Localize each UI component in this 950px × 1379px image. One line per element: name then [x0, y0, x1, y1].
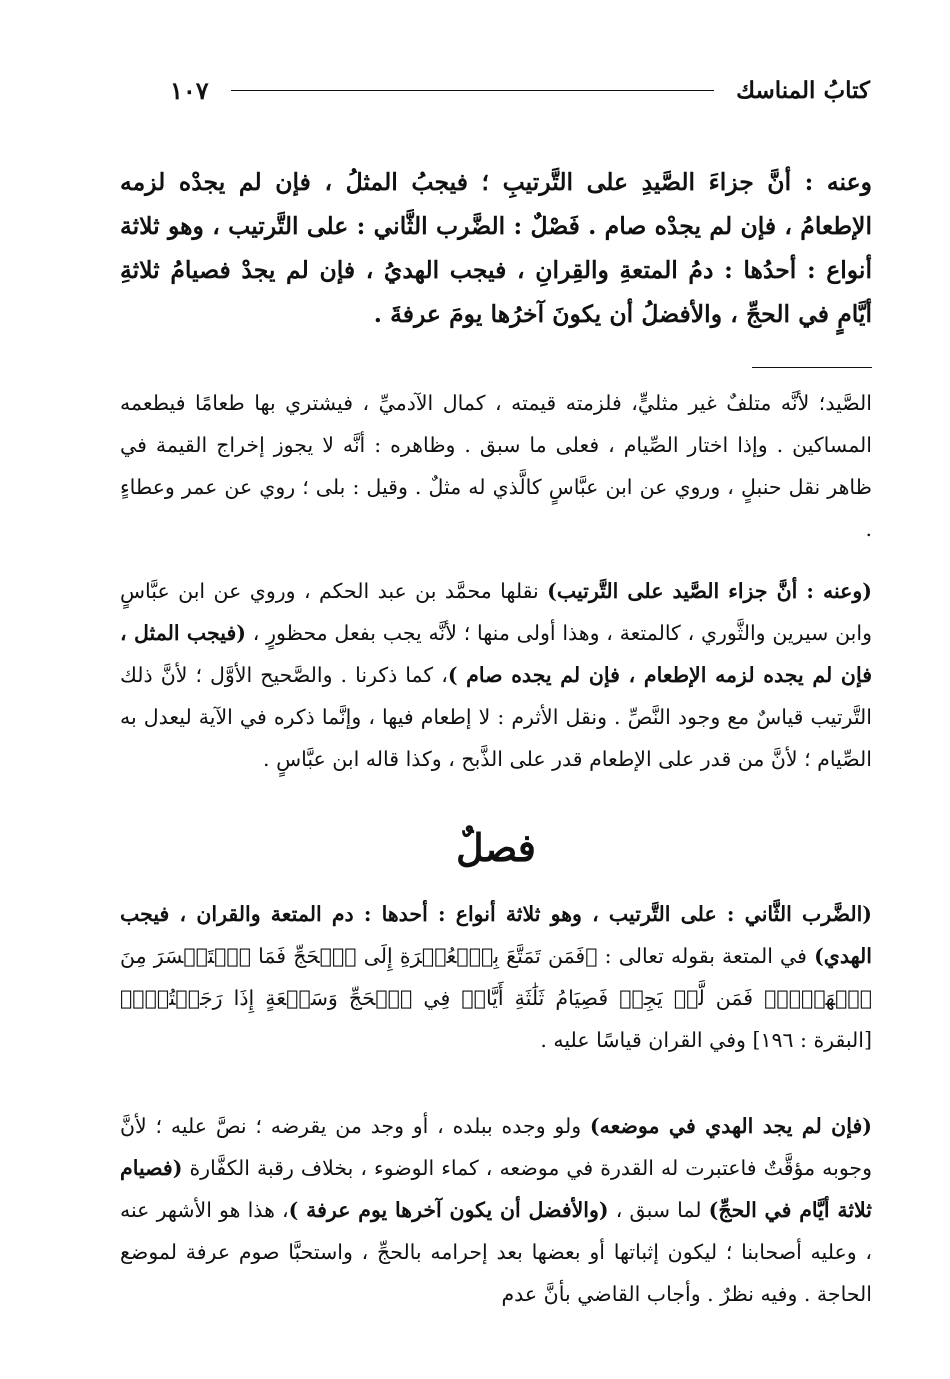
commentary-paragraph-1: الصَّيد؛ لأنَّه متلفٌ غير مثليٍّ، فلزمته قيمته ، كمال الآدميِّ ، فيشتري بها طعامًا فيطعمه المساكين . وإذا اختار الصِّيام ، فعلى ما سبق . وظاهره : أنَّه لا يجوز إخراج القيمة في ظاهر نقل حنبلٍ ، وروي عن ابن عبَّاسٍ كالَّذي له مثلٌ . وقيل : بلى ؛ روي عن عمر وعطاءٍ . [120, 391, 872, 541]
quoted-text: (والأفضل أن يكون آخرها يوم عرفة ) [288, 1198, 609, 1222]
commentary-text: نقلها محمَّد بن عبد الحكم ، وروي عن ابن عبَّاسٍ وابن سيرين والثَّوري ، كالمتعة ، وهذا أولى منها ؛ لأنَّه يجب بفعل محظورٍ ، [120, 579, 872, 645]
commentary-paragraph-2 [120, 570, 872, 780]
quoted-text: (الضَّرب الثَّاني : على التَّرتيب ، وهو ثلاثة أنواع : أحدها : دم المتعة والقران ، فيجب الهدي) [120, 902, 872, 968]
commentary-text: لما سبق ، [608, 1198, 709, 1222]
quoted-text: (فيجب المثل ، فإن لم يجده لزمه الإطعام ، فإن لم يجده صام ) [120, 621, 873, 687]
commentary-paragraph-3 [120, 893, 872, 1061]
page-number: ١٠٧ [170, 75, 209, 105]
commentary-text: ، كما ذكرنا . والصَّحيح الأوَّل ؛ لأنَّ ذلك التَّرتيب قياسٌ مع وجود النَّصِّ . ونقل الأثرم : لا إطعام فيها ، وإنَّما ذكره في الآية ليعدل به الصِّيام ؛ لأنَّ من قدر على الإطعام قدر على الذَّبح ، وكذا قاله ابن عبَّاسٍ . [120, 663, 872, 771]
section-heading: فصلٌ [456, 825, 536, 870]
commentary-text: ، هذا هو الأشهر عنه ، وعليه أصحابنا ؛ ليكون إثباتها أو بعضها بعد إحرامه بالحجِّ ، واستحبَّا صوم عرفة لموضع الحاجة . وفيه نظرٌ . وأجاب القاضي بأنَّ عدم [120, 1198, 872, 1306]
header-rule [231, 90, 714, 91]
quoted-text: (فإن لم يجد الهدي في موضعه) [589, 1114, 872, 1138]
commentary-paragraph-4 [120, 1105, 872, 1315]
quoted-text: (وعنه : أنَّ جزاء الصَّيد على التَّرتيب) [547, 579, 872, 603]
footnote-separator [752, 367, 872, 368]
commentary-text: ولو وجده ببلده ، أو وجد من يقرضه ؛ نصَّ عليه ؛ لأنَّ وجوبه مؤقَّتٌ فاعتبرت له القدرة في موضعه ، كماء الوضوء ، بخلاف رقبة الكفَّارة [120, 1114, 872, 1180]
page-header [170, 68, 870, 112]
main-text: وعنه : أنَّ جزاءَ الصَّيدِ على التَّرتيبِ ؛ فيجبُ المثلُ ، فإن لم يجدْه لزمه الإطعامُ ، فإن لم يجدْه صام . فَصْلٌ : الضَّرب الثَّاني : على التَّرتيب ، وهو ثلاثة أنواع : أحدُها : دمُ المتعةِ والقِرانِ ، فيجب الهديُ ، فإن لم يجدْ فصيامُ ثلاثةِ أيَّامٍ في الحجِّ ، والأفضلُ أن يكونَ آخرُها يومَ عرفةَ . [120, 168, 872, 328]
quoted-text: (فصيام ثلاثة أيَّام في الحجِّ) [120, 1156, 872, 1222]
book-title: كتابُ المناسك [736, 76, 870, 104]
commentary-text: في المتعة بقوله تعالى : ﴿فَمَن تَمَتَّعَ بِٱلۡعُمۡرَةِ إِلَى ٱلۡحَجِّ فَمَا ٱسۡتَيۡسَرَ مِنَ ٱلۡهَدۡيِۚ فَمَن لَّمۡ يَجِدۡ فَصِيَامُ ثَلَٰثَةِ أَيَّامٖ فِي ٱلۡحَجِّ وَسَبۡعَةٍ إِذَا رَجَعۡتُمۡۗ﴾ [البقرة : ١٩٦] وفي القران قياسًا عليه . [120, 944, 872, 1052]
